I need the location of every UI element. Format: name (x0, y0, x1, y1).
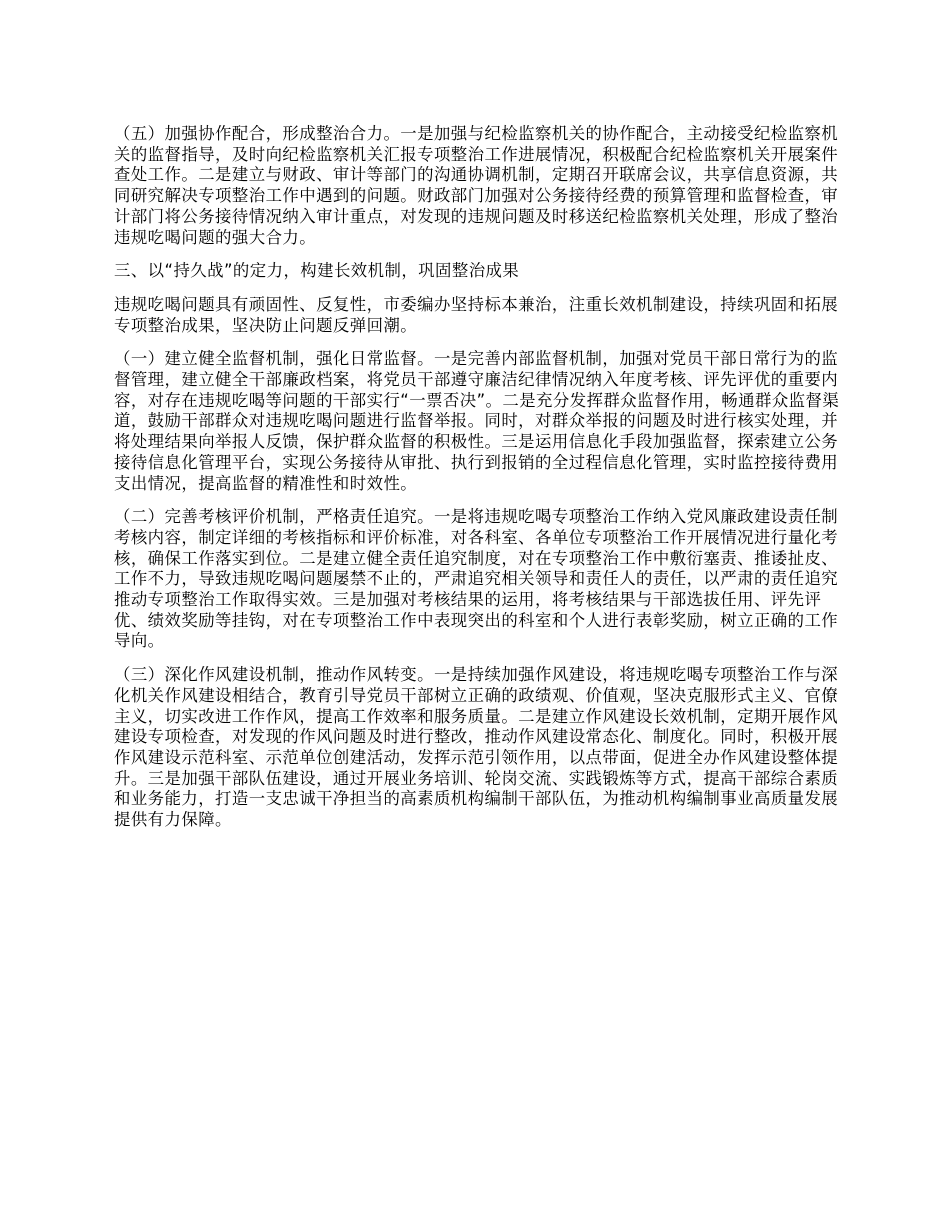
paragraph-cooperation: （五）加强协作配合，形成整治合力。一是加强与纪检监察机关的协作配合，主动接受纪检监察机关的监督指导，及时向纪检监察机关汇报专项整治工作进展情况，积极配合纪检监察机关开展案件查处工作。二是建立与财政、审计等部门的沟通协调机制，定期召开联席会议，共享信息资源，共同研究解决专项整治工作中遇到的问题。财政部门加强对公务接待经费的预算管理和监督检查，审计部门将公务接待情况纳入审计重点，对发现的违规问题及时移送纪检监察机关处理，形成了整治违规吃喝问题的强大合力。 (114, 124, 839, 247)
paragraph-section-intro: 违规吃喝问题具有顽固性、反复性，市委编办坚持标本兼治，注重长效机制建设，持续巩固和拓展专项整治成果，坚决防止问题反弹回潮。 (114, 294, 839, 335)
paragraph-work-style-mechanism: （三）深化作风建设机制，推动作风转变。一是持续加强作风建设，将违规吃喝专项整治工作与深化机关作风建设相结合，教育引导党员干部树立正确的政绩观、价值观，坚决克服形式主义、官僚主义，切实改进工作作风，提高工作效率和服务质量。二是建立作风建设长效机制，定期开展作风建设专项检查，对发现的作风问题及时进行整改，推动作风建设常态化、制度化。同时，积极开展作风建设示范科室、示范单位创建活动，发挥示范引领作用，以点带面，促进全办作风建设整体提升。三是加强干部队伍建设，通过开展业务培训、轮岗交流、实践锻炼等方式，提高干部综合素质和业务能力，打造一支忠诚干净担当的高素质机构编制干部队伍，为推动机构编制事业高质量发展提供有力保障。 (114, 665, 839, 830)
section-heading-long-term-mechanism: 三、以“持久战”的定力，构建长效机制，巩固整治成果 (114, 261, 520, 281)
paragraph-assessment-mechanism: （二）完善考核评价机制，严格责任追究。一是将违规吃喝专项整治工作纳入党风廉政建设责任制考核内容，制定详细的考核指标和评价标准，对各科室、各单位专项整治工作开展情况进行量化考核，确保工作落实到位。二是建立健全责任追究制度，对在专项整治工作中敷衍塞责、推诿扯皮、工作不力，导致违规吃喝问题屡禁不止的，严肃追究相关领导和责任人的责任，以严肃的责任追究推动专项整治工作取得实效。三是加强对考核结果的运用，将考核结果与干部选拔任用、评先评优、绩效奖励等挂钩，对在专项整治工作中表现突出的科室和个人进行表彰奖励，树立正确的工作导向。 (114, 507, 839, 651)
document-page (114, 124, 850, 844)
paragraph-supervision-mechanism: （一）建立健全监督机制，强化日常监督。一是完善内部监督机制，加强对党员干部日常行为的监督管理，建立健全干部廉政档案，将党员干部遵守廉洁纪律情况纳入年度考核、评先评优的重要内容，对存在违规吃喝等问题的干部实行“一票否决”。二是充分发挥群众监督作用，畅通群众监督渠道，鼓励干部群众对违规吃喝问题进行监督举报。同时，对群众举报的问题及时进行核实处理，并将处理结果向举报人反馈，保护群众监督的积极性。三是运用信息化手段加强监督，探索建立公务接待信息化管理平台，实现公务接待从审批、执行到报销的全过程信息化管理，实时监控接待费用支出情况，提高监督的精准性和时效性。 (114, 349, 840, 493)
